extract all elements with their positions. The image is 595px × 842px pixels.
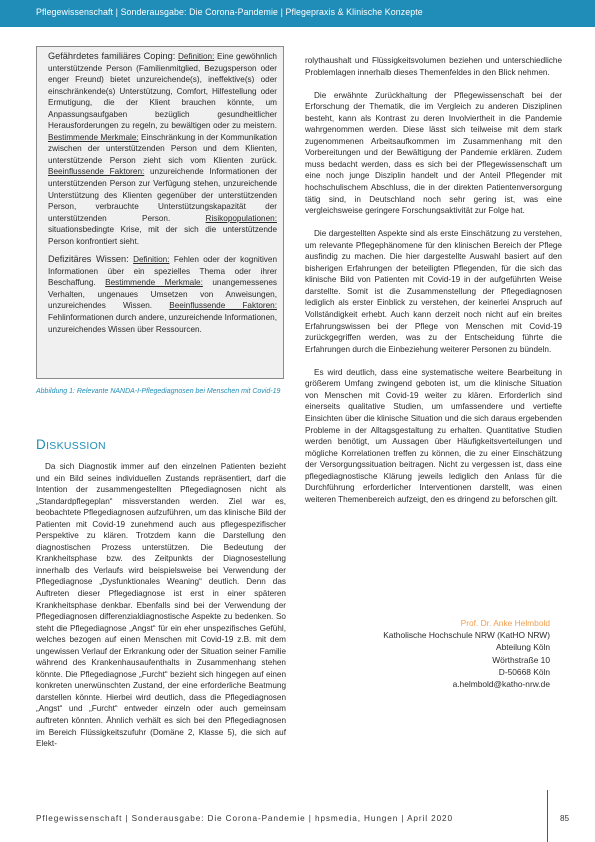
running-title: Pflegewissenschaft | Sonderausgabe: Die Corona-Pandemie | Pflegepraxis & Klinische Konzepte bbox=[36, 7, 423, 17]
email: a.helmbold@katho-nrw.de bbox=[452, 679, 550, 690]
definition-text: Fehlen oder der kognitiven Informationen über ein spezielles Thema oder ihrer Beschaffung. bbox=[48, 255, 278, 288]
characteristics-label: Bestimmende Merkmale: bbox=[48, 132, 139, 142]
diagnosis-box bbox=[36, 46, 284, 379]
page-number: 85 bbox=[560, 814, 570, 823]
body-paragraph: Da sich Diagnostik immer auf den einzelnen Patienten bezieht und ein Bild seines individuellen Zustands repräsentiert, darf die Intention der zusammengestellten Pflegediagnosen nicht als „Standardpflegeplan“ missverstanden werden. Ziel war es, beobachtete Pflegediagnosen aufzuführen, um das klinische Bild der Patienten mit Covid-19 zunehmend auch aus pflegespezifischer Perspektive zu klären. Trotzdem kann die Darstellung den diagnostischen Prozess unterstützen. Die Bedeutung der Krankheitsphase bzw. des Zeitpunkts der Diagnosestellung innerhalb des Verlaufs wird beispielsweise bei Verwendung der Pflegediagnose „Dysfunktionales Weaning“ deutlich. Denn das Auftreten dieser Pflegediagnose ist erst in einer späteren Krankheitsphase denkbar. Ebenfalls sind bei der Verwendung der Pflegediagnosen differenzialdiagnostische Aspekte zu bedenken. So steht die Pflegediagnose „Angst“ für ein eher unspezifisches Gefühl, welches bezogen auf einen Menschen mit Covid-19 z.B. mit dem ungewissen Verlauf der Erkrankung oder der Situation seiner Familie während des Krankenhausaufenthalts in Zusammenhang stehen könnte. Die Pflegediagnose „Furcht“ bezieht sich hingegen auf einen konkreten unerwünschten Zustand, der eine erforderliche Beatmung darstellen könnte. Hierbei wird deutlich, dass die Pflegediagnosen „Angst“ und „Furcht“ entweder einzeln oder auch gemeinsam auftreten könnten. Ähnlich verhält es sich bei den Pflegediagnosen im Bereich Flüssigkeitszufuhr (Domäne 2, Klasse 5), die sich auf Elekt- bbox=[36, 462, 286, 749]
body-paragraph: Es wird deutlich, dass eine systematische weitere Bearbeitung in größerem Umfang zwingend geboten ist, um die klinische Situation von Menschen mit Covid-19 weiter zu klären. Erforderlich sind einerseits qualitative Studien, um umfassendere und vertiefte Einsichten über die klinische Situation und die sich daraus ergebenden Probleme in der Alltagsgestaltung zu erhalten. Quantitative Studien werden benötigt, um Aussagen über Häufigkeitsverteilungen und mögliche Korrelationen treffen zu können, die zu einer Einschätzung der Versorgungssituation beitragen. Nicht zu vergessen ist, dass eine pflegediagnostische Klärung jeweils lediglich den Anlass für die Durchführung erforderlicher Interventionen darstellt, was einen weiteren Themenbereich aufzeigt, den es dringend zu beforschen gilt. bbox=[305, 367, 562, 504]
factors-text: Fehlinformationen durch andere, unzureichende Informationen, unzureichendes Wissen über Ressourcen. bbox=[48, 313, 277, 334]
box-heading-coping: Gefährdetes familiäres Coping: bbox=[48, 51, 176, 61]
author-name: Prof. Dr. Anke Helmbold bbox=[460, 618, 550, 628]
body-paragraph: Die erwähnte Zurückhaltung der Pflegewissenschaft bei der Erforschung der Thematik, die im Vergleich zu anderen Disziplinen besteht, kann als Kontrast zu deren Involviertheit in die Pandemie wahrgenommen werden. Diese lässt sich teilweise mit dem stark zugenommenen Arbeitsaufkommen im Zusammenhang mit den Vorbereitungen und der Bewältigung der Pandemie erklären. Zudem muss bedacht werden, dass es sich bei der Pflegewissenschaft um eine noch junge Disziplin handelt und der Anteil Pflegender mit hochschulischem Abschluss, die in der direkten Patientenversorgung tätig sind, in Deutschland noch sehr gering ist, was eine vergleichsweise geringere Forschungsaktivität zur Folge hat. bbox=[305, 90, 562, 216]
heading-rest: ISKUSSION bbox=[46, 440, 106, 452]
right-column bbox=[305, 55, 562, 505]
factors-text: unzureichende Informationen der unterstützenden Person zur Verfügung stehen, unzureichende Unterstützung des Klienten gegenüber der unterstützenden Person, verbrauchte Unterstützungskapazität der unterstützenden Person. bbox=[48, 167, 277, 223]
left-column bbox=[36, 461, 286, 750]
institution: Katholische Hochschule NRW (KatHO NRW) bbox=[383, 630, 550, 641]
box-paragraph-coping bbox=[48, 51, 277, 247]
city: D-50668 Köln bbox=[498, 666, 550, 677]
figure-caption: Abbildung 1: Relevante NANDA-I-Pflegediagnosen bei Menschen mit Covid-19 bbox=[36, 388, 281, 395]
characteristics-text: unangemessenes Verhalten, ungenaues Umsetzen von Anweisungen, unzureichendes Wissen. bbox=[48, 278, 278, 311]
department: Abteilung Köln bbox=[495, 642, 550, 653]
definition-label: Definition: bbox=[133, 255, 170, 265]
definition-text: Eine gewöhnlich unterstützende Person (Familienmitglied, Bezugsperson oder enger Freund) bietet unzureichende(s), ineffektive(s) oder einschränkende(s) Unterstützung, Comfort, Hilfestellung oder Ermutigung, die der Klient brauchen könnte, um Anpassungsaufgaben bezüglich gesundheitlicher Herausforderungen zu regeln, zu bewältigen oder zu meistern. bbox=[48, 52, 277, 131]
characteristics-label: Bestimmende Merkmale: bbox=[105, 278, 203, 288]
box-paragraph-knowledge bbox=[48, 254, 277, 335]
street: Wörthstraße 10 bbox=[492, 654, 550, 665]
factors-label: Beeinflussende Faktoren: bbox=[48, 167, 145, 177]
header-bar bbox=[0, 0, 595, 27]
definition-label: Definition: bbox=[177, 52, 215, 61]
footer-text: Pflegewissenschaft | Sonderausgabe: Die Corona-Pandemie | hpsmedia, Hungen | April 2020 bbox=[36, 814, 453, 823]
heading-initial: D bbox=[36, 437, 47, 452]
risk-text: situationsbedingte Krise, mit der sich die unterstützende Person konfrontiert sieht. bbox=[48, 225, 277, 246]
section-heading bbox=[36, 437, 106, 452]
body-paragraph: Die dargestellten Aspekte sind als erste Einschätzung zu verstehen, um relevante Pflegephänomene für den klinischen Bereich der Pflege ausfindig zu machen. Die hier dargestellte Auswahl basiert auf den bisherigen Erfahrungen der beteiligten Pflegenden, für die sich das klinische Bild von Patienten mit Covid-19 in der aufgeführten Weise darstellte. Somit ist die Zusammenstellung der Pflegediagnosen lediglich als erster Einblick zu verstehen, der keinerlei Anspruch auf Vollständigkeit erhebt. Auch kann derzeit noch nicht auf ein breites Erfahrungswissen bei der Pflege von Menschen mit Covid-19 zurückgegriffen werden, was zu der Entscheidung führte die Erfahrungen durch die Einbeziehung weiterer Personen zu bündeln. bbox=[305, 229, 562, 354]
factors-label: Beeinflussende Faktoren: bbox=[169, 301, 278, 311]
characteristics-text: Einschränkung in der Kommunikation zwischen der unterstützenden Person und dem Klienten, unterstützende Person zieht sich vom Klienten zurück. bbox=[48, 132, 277, 165]
author-signature bbox=[305, 617, 550, 690]
body-paragraph: rolythaushalt und Flüssigkeitsvolumen beziehen und unterschiedliche Problemlagen innerhalb dieses Themenfeldes in den Blick nehmen. bbox=[305, 56, 562, 77]
risk-label: Risikopopulationen: bbox=[205, 213, 277, 223]
footer-divider bbox=[547, 790, 548, 842]
box-heading-knowledge: Defizitäres Wissen: bbox=[48, 254, 129, 265]
